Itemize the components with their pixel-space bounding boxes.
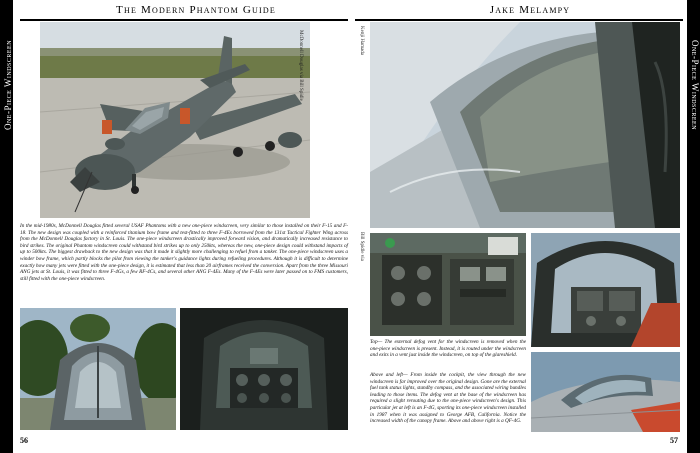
right-page-number: 57	[670, 436, 678, 445]
windscreen-closeup-photo	[370, 22, 680, 228]
qf4g-canopy-photo	[531, 352, 680, 432]
phantom-tarmac-image	[40, 22, 310, 218]
phantom-tarmac-photo	[40, 22, 310, 218]
canopy-trees-photo	[20, 308, 176, 430]
cockpit-instruments-photo	[370, 233, 526, 336]
left-photo-credit: McDonnell Douglas via Bill Spidle	[298, 30, 303, 101]
right-photo-credit-top: Kenji Hamada	[359, 26, 364, 56]
left-side-title: One-Piece Windscreen	[3, 39, 13, 131]
left-page-header: The Modern Phantom Guide	[116, 4, 276, 16]
right-caption-top: Top— The external defog vent for the windscreen is removed when the one-piece windscreen is present. Instead, it is routed under the windscreen and exits in a vent just inside the windscreen, on top of the glareshield.	[370, 339, 526, 359]
right-side-title: One-Piece Windscreen	[690, 39, 700, 131]
left-page-number: 56	[20, 436, 28, 445]
canopy-trees-image	[20, 308, 176, 430]
right-caption-bottom: Above and left— From inside the cockpit, the view through the new windscreen is far improved over the original design. Gone are the external fuel tank status lights, standby compass, and the associated wiring bundles leading to those items. The defog vent at the base of the windscreen has required a slight rerouting due to the one-piece windscreen's design. This particular jet at left is an F-4G, sporting its one-piece windscreen installed in 1987 when it was assigned to George AFB, California. Notice the increased width of the canopy frame. Above and above right is a QF-4G.	[370, 372, 526, 425]
right-page-header: Jake Melampy	[489, 4, 571, 16]
canopy-interior-photo	[531, 233, 680, 347]
canopy-interior-image	[531, 233, 680, 347]
right-photo-credit-mid: Bill Spidle via	[359, 232, 364, 261]
cockpit-dark-photo	[180, 308, 348, 430]
cockpit-dark-image	[180, 308, 348, 430]
right-header-rule	[355, 19, 683, 21]
cockpit-instruments-image	[370, 233, 526, 336]
left-header-rule	[20, 19, 348, 21]
left-caption: In the mid-1980s, McDonnell Douglas fitted several USAF Phantoms with a new one-piece windscreen, very similar to those installed on their F-15 and F-18. The new design was coupled with a reinforced titanium bow frame and test-fitted to three F-4Es borrowed from the 131st Tactical Fighter Wing across from the McDonnell Douglas factory in St. Louis. The one-piece windscreen drastically improved forward vision, and dramatically increased resistance to bird strikes. The original Phantom windscreen could withstand bird strikes up to only 250kts, whereas the new, one-piece design could withstand impacts of up to 500kts. The biggest drawback to the new design was that it made it slightly more challenging to refuel from a tanker. The one-piece windscreen uses a winder bow frame, which partly blocks the pilot from viewing the tanker's guidance lights during refueling procedures. Although it is difficult to determine exactly how many jets were fitted with the one-piece design, it is estimated that less than 20 airframes received the conversion. Apart from the three Missouri ANG jets at St. Louis, it was fitted to three F-4Gs, a few RF-4Cs, and several other ANG F-4Es. Many of the F-4Es were later passed on to FMS customers, still fitted with the one-piece windscreen.	[20, 223, 348, 282]
qf4g-canopy-image	[531, 352, 680, 432]
windscreen-closeup-image	[370, 22, 680, 228]
